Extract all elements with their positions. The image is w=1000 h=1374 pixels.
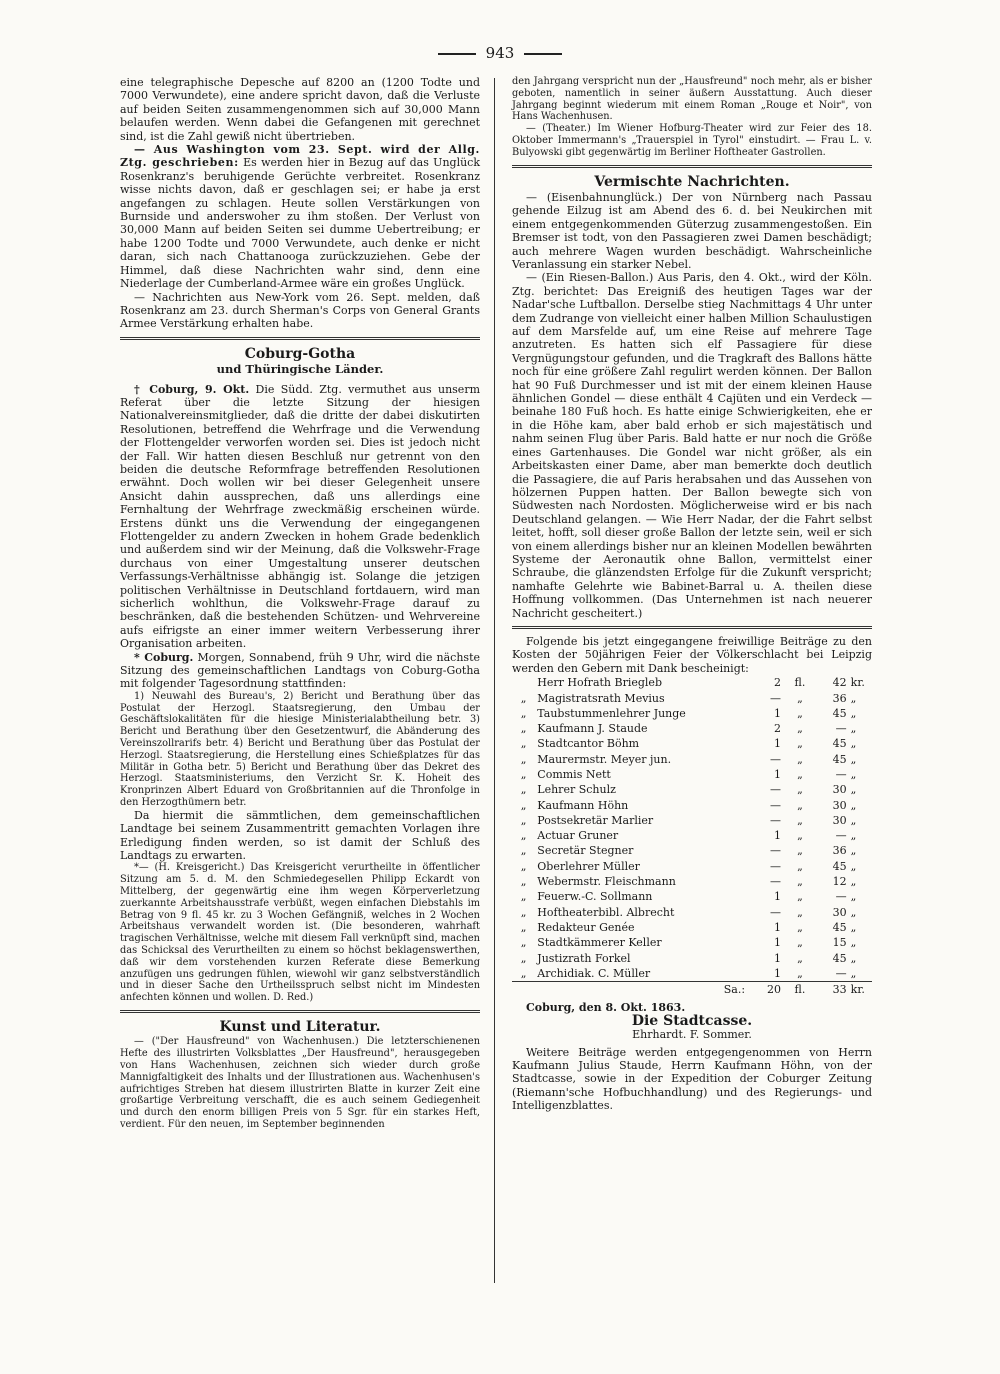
kreuzer-unit: „ [850, 966, 857, 980]
contribution-row [512, 675, 872, 690]
amount-florin: — [770, 783, 782, 797]
kreuzer-unit: „ [850, 936, 857, 950]
quote-mark: „ [520, 875, 527, 889]
contributor-name: Stadtcantor Böhm [537, 737, 640, 751]
kreuzer-unit: „ [850, 691, 857, 705]
quote-mark: „ [520, 752, 527, 766]
quote-mark: „ [520, 936, 527, 950]
section-title: Kunst und Literatur. [219, 1019, 381, 1036]
florin-unit: „ [797, 829, 803, 843]
contributor-name: Webermstr. Fleischmann [537, 875, 676, 889]
contribution-row [512, 935, 872, 950]
florin-unit: „ [797, 905, 803, 919]
florin-unit: „ [797, 936, 803, 950]
amount-florin: — [770, 691, 782, 705]
article-text: Morgen, Sonnabend, früh 9 Uhr, wird die nächste Sitzung des gemeinschaftlichen Landtags von Coburg-Gotha mit folgender Tagesordnung stattfinden: [120, 650, 480, 691]
contributor-name: Archidiak. C. Müller [537, 966, 651, 980]
court-report: *— (H. Kreisgericht.) Das Kreisgericht verurtheilte in öffentlicher Sitzung am 5. d. M. den Schmiedegesellen Philipp Eckardt von Mittelberg, der gegenwärtig eine ihm wegen Körperverletzung zuerkannte Arbeitshausstrafe verbüßt, wegen einfachen Diebstahls im Betrag von 9 fl. 45 kr. zu 3 Wochen Gefängniß, welches in 2 Wochen Arbeitshaus verwandelt worden ist. (Die besonderen, wahrhaft tragischen Verhältnisse, welche mit diesem Fall verknüpft sind, machen das Schicksal des Verurtheilten zu einem so höchst beklagenswerthen, daß wir dem vorstehenden kurzen Referate diese Bemerkung anzufügen uns gedrungen fühlen, wiewohl wir ganz selbstverständlich und in dieser Sache den Urtheilsspruch selbst nicht im Mindesten anfechten können und wollen. D. Red.) [120, 862, 480, 1004]
contributor-name: Lehrer Schulz [537, 783, 616, 797]
kreuzer-unit: kr. [850, 676, 865, 690]
contribution-row [512, 706, 872, 721]
kreuzer-unit: „ [850, 951, 857, 965]
amount-florin: 1 [774, 706, 782, 720]
left-column [120, 76, 480, 1131]
amount-kreuzer: 30 [832, 783, 847, 797]
contributor-name: Postsekretär Marlier [537, 813, 654, 827]
florin-unit: „ [797, 722, 803, 736]
kreuzer-unit: „ [850, 890, 857, 904]
contributor-name: Kaufmann J. Staude [537, 722, 648, 736]
florin-unit: „ [797, 951, 803, 965]
amount-kreuzer: 30 [832, 813, 847, 827]
contributor-name: Oberlehrer Müller [537, 859, 640, 873]
contribution-row [512, 874, 872, 889]
contributor-name: Justizrath Forkel [537, 951, 631, 965]
section-title: Coburg-Gotha [244, 345, 356, 362]
closing-note: Weitere Beiträge werden entgegengenommen von Herrn Kaufmann Julius Staude, Herrn Kaufmann Höhn, von der Stadtcasse, sowie in der Expedition der Coburger Zeitung (Riemann'sche Hofbuchhandlung) und des Regierungs- und Intelligenzblattes. [512, 1045, 872, 1113]
contributor-name: Actuar Gruner [537, 829, 619, 843]
article-lead: † Coburg, 9. Okt. [134, 382, 250, 396]
kreuzer-unit: „ [850, 752, 857, 766]
quote-mark: „ [520, 844, 527, 858]
amount-florin: 2 [774, 676, 782, 690]
amount-florin: 1 [774, 890, 782, 904]
florin-unit: „ [797, 691, 803, 705]
kreuzer-unit: „ [850, 798, 857, 812]
sum-label: Sa.: [535, 982, 747, 998]
article-lead: — Aus Washington vom 23. Sept. wird der Allg. Ztg. geschrieben: [120, 143, 480, 170]
contribution-row [512, 767, 872, 782]
paragraph: — Nachrichten aus New-York vom 26. Sept. melden, daß Rosenkranz am 23. durch Sherman's Corps von General Grants Armee Verstärkung erhalten habe. [120, 290, 480, 331]
amount-florin: — [770, 798, 782, 812]
article-text: Die Südd. Ztg. vermuthet aus unserm Referat über die letzte Sitzung der hiesigen Nationalvereinsmitglieder, daß die dritte der dabei diskutirten Resolutionen, betreffend die Wehrfrage und die Verwendung der Flottengelder verworfen worden sei. Dies ist jedoch nicht der Fall. Wir hatten diesen Beschluß nur getrennt von den beiden die deutsche Reformfrage betreffenden Resolutionen erwähnt. Doch wollen wir bei dieser Gelegenheit unsere Ansicht dahin aussprechen, daß uns allerdings eine Fernhaltung der Wehrfrage zweckmäßig erscheinen würde. Erstens dünkt uns die Verwendung der eingegangenen Flottengelder zu andern Zwecken in hohem Grade bedenklich und außerdem sind wir der Meinung, daß die Volkswehr-Frage durchaus von einer Umgestaltung unserer deutschen Verfassungs-Verhältnisse abhängig ist. Solange die jetzigen politischen Verhältnisse in Deutschland fortdauern, wird man sicherlich wohlthun, die Volkswehr-Frage darauf zu beschränken, daß die bestehenden Schützen- und Wehrvereine aufs eifrigste an einer immer weitern Verbesserung ihrer Organisation arbeiten. [120, 382, 481, 651]
section-divider [120, 337, 480, 340]
quote-mark: „ [520, 737, 527, 751]
kreuzer-unit: „ [850, 905, 857, 919]
amount-kreuzer: 45 [832, 706, 847, 720]
quote-mark: „ [520, 890, 527, 904]
kreuzer-unit: „ [850, 875, 857, 889]
quote-mark: „ [520, 783, 527, 797]
paragraph: — (Ein Riesen-Ballon.) Aus Paris, den 4. Okt., wird der Köln. Ztg. berichtet: Das Ereigniß des heutigen Tages war der Nadar'sche Luftballon. Derselbe stieg Nachmittags 4 Uhr unter dem Zudrange von vielleicht einer halben Million Schaulustigen auf dem Marsfelde auf, um eine Reise auf mehrere Tage anzutreten. Es hatten sich elf Passagiere für diese Vergnügungstour gefunden, und die Tragkraft des Ballons hätte noch für eine größere Zahl regulirt werden können. Der Ballon hat 90 Fuß Durchmesser und ist mit der einem kleinen Hause ähnlichen Gondel — diese enthält 4 Cajüten und ein Verdeck — beinahe 180 Fuß hoch. Es hatte einige Schwierigkeiten, ehe er in die Höhe kam, aber bald erhob er sich majestätisch und nahm seinen Flug über Paris. Bald hatte er nur noch die Größe eines Gartenhauses. Die Gondel war nicht größer, als ein Arbeitskasten einer Dame, aber man bemerkte doch deutlich die Passagiere, die auf Paris herabsahen und das Aussehen von hölzernen Puppen hatten. Der Ballon bewegte sich von Südwesten nach Nordosten. Möglicherweise wird er bis nach Deutschland gelangen. — Wie Herr Nadar, der die Fahrt selbst leitet, hofft, soll dieser große Ballon der letzte sein, weil er sich von einem allerdings bisher nur an kleinen Modellen bewährten Systeme der Aeronautik ohne Ballon, vermittelst einer Schraube, die glänzendsten Erfolge für die Zukunft verspricht; namhafte Gelehrte wie Babinet-Barral u. A. theilen diese Hoffnung vollkommen. (Das Unternehmen ist nach neuerer Nachricht gescheitert.) [512, 271, 872, 620]
kreuzer-unit: „ [850, 767, 857, 781]
amount-florin: — [770, 875, 782, 889]
contributions-table [512, 675, 872, 997]
amount-kreuzer: 45 [832, 859, 847, 873]
sum-florin-unit: fl. [783, 982, 817, 998]
amount-kreuzer: — [835, 829, 847, 843]
amount-florin: 1 [774, 737, 782, 751]
amount-kreuzer: 30 [832, 905, 847, 919]
dash-right [524, 53, 562, 55]
kreuzer-unit: „ [850, 859, 857, 873]
quote-mark: „ [520, 722, 527, 736]
section-title: Vermischte Nachrichten. [594, 173, 790, 190]
amount-florin: — [770, 844, 782, 858]
amount-kreuzer: 42 [832, 676, 847, 690]
florin-unit: „ [797, 844, 803, 858]
paragraph [120, 383, 480, 651]
contribution-row [512, 920, 872, 935]
contribution-row [512, 721, 872, 736]
kreuzer-unit: „ [850, 706, 857, 720]
contribution-row [512, 905, 872, 920]
agenda: 1) Neuwahl des Bureau's, 2) Bericht und Berathung über das Postulat der Herzogl. Staatsregierung, den Umbau der Geschäftslokalitäten für die hiesige Ministerialabtheilung betr. 3) Bericht und Berathung über den Gesetzentwurf, die Abänderung des Vereinszollrarifs betr. 4) Bericht und Berathung über das Postulat der Herzogl. Staatsregierung, die Herstellung eines Schießplatzes für das Militär in Gotha betr. 5) Bericht und Berathung über das Dekret des Herzogl. Staatsministeriums, den Verzicht Sr. K. Hoheit des Kronprinzen Albert Eduard von Großbritannien auf die Thronfolge in den Herzogthümern betr. [120, 690, 480, 809]
kreuzer-unit: „ [850, 920, 857, 934]
contributor-name: Commis Nett [537, 767, 611, 781]
kreuzer-unit: „ [850, 813, 857, 827]
amount-florin: 1 [774, 767, 782, 781]
contributor-name: Magistratsrath Mevius [537, 691, 665, 705]
florin-unit: „ [797, 737, 803, 751]
amount-florin: — [770, 859, 782, 873]
amount-florin: 1 [774, 936, 782, 950]
sum-kreuzer-unit: kr. [849, 982, 872, 998]
quote-mark: „ [520, 920, 527, 934]
florin-unit: „ [797, 798, 803, 812]
amount-kreuzer: 45 [832, 920, 847, 934]
article-lead: * Coburg. [134, 650, 194, 664]
quote-mark [512, 675, 535, 690]
paragraph: den Jahrgang verspricht nun der „Hausfreund" noch mehr, als er bisher geboten, namentlich in seiner äußern Ausstattung. Auch dieser Jahrgang beginnt wiederum mit einem Roman „Rouge et Noir", von Hans Wachenhusen. [512, 76, 872, 123]
contribution-row [512, 736, 872, 751]
amount-kreuzer: — [835, 890, 847, 904]
contribution-row [512, 691, 872, 706]
kreuzer-unit: „ [850, 829, 857, 843]
florin-unit: „ [797, 890, 803, 904]
contributor-name: Redakteur Genée [537, 920, 635, 934]
kreuzer-unit: „ [850, 783, 857, 797]
florin-unit: „ [797, 813, 803, 827]
florin-unit: „ [797, 966, 803, 980]
amount-florin: — [770, 905, 782, 919]
contribution-row [512, 782, 872, 797]
contribution-row [512, 889, 872, 904]
contribution-row [512, 951, 872, 966]
contribution-row [512, 966, 872, 982]
paragraph: — (Theater.) Im Wiener Hofburg-Theater wird zur Feier des 18. Oktober Immermann's „Trauerspiel in Tyrol" einstudirt. — Frau L. v. Bulyowski gibt gegenwärtig im Berliner Hoftheater Gastrollen. [512, 123, 872, 158]
amount-kreuzer: 12 [832, 875, 847, 889]
quote-mark: „ [520, 966, 527, 980]
quote-mark: „ [520, 905, 527, 919]
florin-unit: „ [797, 752, 803, 766]
amount-florin: 1 [774, 920, 782, 934]
amount-kreuzer: 36 [832, 691, 847, 705]
quote-mark: „ [520, 767, 527, 781]
amount-kreuzer: — [835, 767, 847, 781]
right-column [512, 76, 872, 1113]
column-divider [494, 78, 495, 1283]
paragraph: Da hiermit die sämmtlichen, dem gemeinschaftlichen Landtage bei seinem Zusammentritt gemachten Vorlagen ihre Erledigung finden werden, so ist damit der Schluß des Landtags zu erwarten. [120, 808, 480, 863]
florin-unit: fl. [794, 676, 806, 690]
section-divider [512, 626, 872, 629]
florin-unit: „ [797, 706, 803, 720]
sum-row [512, 982, 872, 998]
dash-left [438, 53, 476, 55]
contributor-name: Herr Hofrath Briegleb [537, 676, 662, 690]
quote-mark: „ [520, 691, 527, 705]
paragraph: — (Eisenbahnunglück.) Der von Nürnberg nach Passau gehende Eilzug ist am Abend des 6. d. bei Neukirchen mit einem entgegenkommenden Güterzug zusammengestoßen. Ein Bremser ist todt, von den Passagieren zwei Damen beschädigt; auch mehrere Wagen wurden beschädigt. Wahrscheinliche Veranlassung ein starker Nebel. [512, 190, 872, 272]
contributor-name: Secretär Stegner [537, 844, 634, 858]
amount-florin: — [770, 813, 782, 827]
kreuzer-unit: „ [850, 737, 857, 751]
article-text: Es werden hier in Bezug auf das Unglück Rosenkranz's beruhigende Gerüchte verbreitet. Rosenkranz wisse nichts davon, daß er geschlagen sei; er habe ja erst angefangen zu schlagen. Heute sollen Verstärkungen von Burnside und anderswoher zu ihm stoßen. Der Verlust von 30,000 Mann auf beiden Seiten sei dumme Uebertreibung; er habe 1200 Todte und 7000 Verwundete, auch denke er nicht daran, sich nach Chattanooga zurückzuziehen. Gebe der Himmel, daß diese Nachrichten wahr sind, denn eine Niederlage der Cumberland-Armee wäre ein großes Unglück. [120, 156, 480, 291]
contribution-row [512, 859, 872, 874]
paragraph: — ("Der Hausfreund" von Wachenhusen.) Die letzterschienenen Hefte des illustrirten Volksblattes „Der Hausfreund", herausgegeben von Hans Wachenhusen, zeichnen sich wieder durch große Mannigfaltigkeit des Inhalts und der Illustrationen aus. Wachenhusen's aufrichtiges Streben hat diesem illustrirten Blatte in kurzer Zeit eine großartige Verbreitung verschafft, die es auch seinem Gediegenheit und durch den enorm billigen Preis von 5 Sgr. für ein starkes Heft, verdient. Für den neuen, im September beginnenden [120, 1036, 480, 1131]
amount-kreuzer: 15 [832, 936, 847, 950]
quote-mark: „ [520, 859, 527, 873]
amount-kreuzer: — [835, 722, 847, 736]
quote-mark: „ [520, 951, 527, 965]
quote-mark: „ [520, 798, 527, 812]
contributor-name: Feuerw.-C. Sollmann [537, 890, 653, 904]
section-subtitle: und Thüringische Länder. [216, 362, 384, 377]
contribution-row [512, 813, 872, 828]
sum-kreuzer: 33 [817, 982, 849, 998]
amount-florin: — [770, 752, 782, 766]
quote-mark: „ [520, 813, 527, 827]
paragraph [120, 651, 480, 691]
amount-kreuzer: 36 [832, 844, 847, 858]
florin-unit: „ [797, 859, 803, 873]
page-number [0, 44, 1000, 62]
contributor-name: Kaufmann Höhn [537, 798, 629, 812]
contribution-row [512, 843, 872, 858]
contribution-row [512, 752, 872, 767]
quote-mark: „ [520, 706, 527, 720]
florin-unit: „ [797, 783, 803, 797]
amount-kreuzer: 30 [832, 798, 847, 812]
kreuzer-unit: „ [850, 722, 857, 736]
florin-unit: „ [797, 875, 803, 889]
contributor-name: Maurermstr. Meyer jun. [537, 752, 672, 766]
contributor-name: Taubstummenlehrer Junge [537, 706, 686, 720]
contribution-row [512, 828, 872, 843]
amount-kreuzer: 45 [832, 752, 847, 766]
contributor-name: Stadtkämmerer Keller [537, 936, 662, 950]
contributor-name: Hoftheaterbibl. Albrecht [537, 905, 675, 919]
page-number-text: 943 [485, 44, 515, 62]
amount-florin: 1 [774, 951, 782, 965]
florin-unit: „ [797, 920, 803, 934]
contribution-row [512, 798, 872, 813]
paragraph [120, 143, 480, 290]
section-divider [120, 1010, 480, 1013]
amount-kreuzer: 45 [832, 951, 847, 965]
amount-kreuzer: 45 [832, 737, 847, 751]
paragraph: eine telegraphische Depesche auf 8200 an (1200 Todte und 7000 Verwundete), eine andere spricht davon, daß die Verluste auf beiden Seiten zusammengenommen sich auf 30,000 Mann belaufen werden. Wenn dabei die Gefangenen mit gerechnet sind, ist die Zahl gewiß nicht übertrieben. [120, 76, 480, 143]
amount-florin: 1 [774, 966, 782, 980]
sum-florin: 20 [747, 982, 783, 998]
signers: Ehrhardt. F. Sommer. [632, 1028, 752, 1042]
amount-florin: 1 [774, 829, 782, 843]
amount-florin: 2 [774, 722, 782, 736]
amount-kreuzer: — [835, 966, 847, 980]
date: Coburg, den 8. Okt. 1863. [526, 1001, 686, 1015]
contributions-intro: Folgende bis jetzt eingegangene freiwillige Beiträge zu den Kosten der 50jährigen Feier der Völkerschlacht bei Leipzig werden den Gebern mit Dank bescheinigt: [512, 634, 872, 675]
section-divider [512, 165, 872, 168]
office-name: Die Stadtcasse. [631, 1012, 753, 1029]
kreuzer-unit: „ [850, 844, 857, 858]
florin-unit: „ [797, 767, 803, 781]
quote-mark: „ [520, 829, 527, 843]
